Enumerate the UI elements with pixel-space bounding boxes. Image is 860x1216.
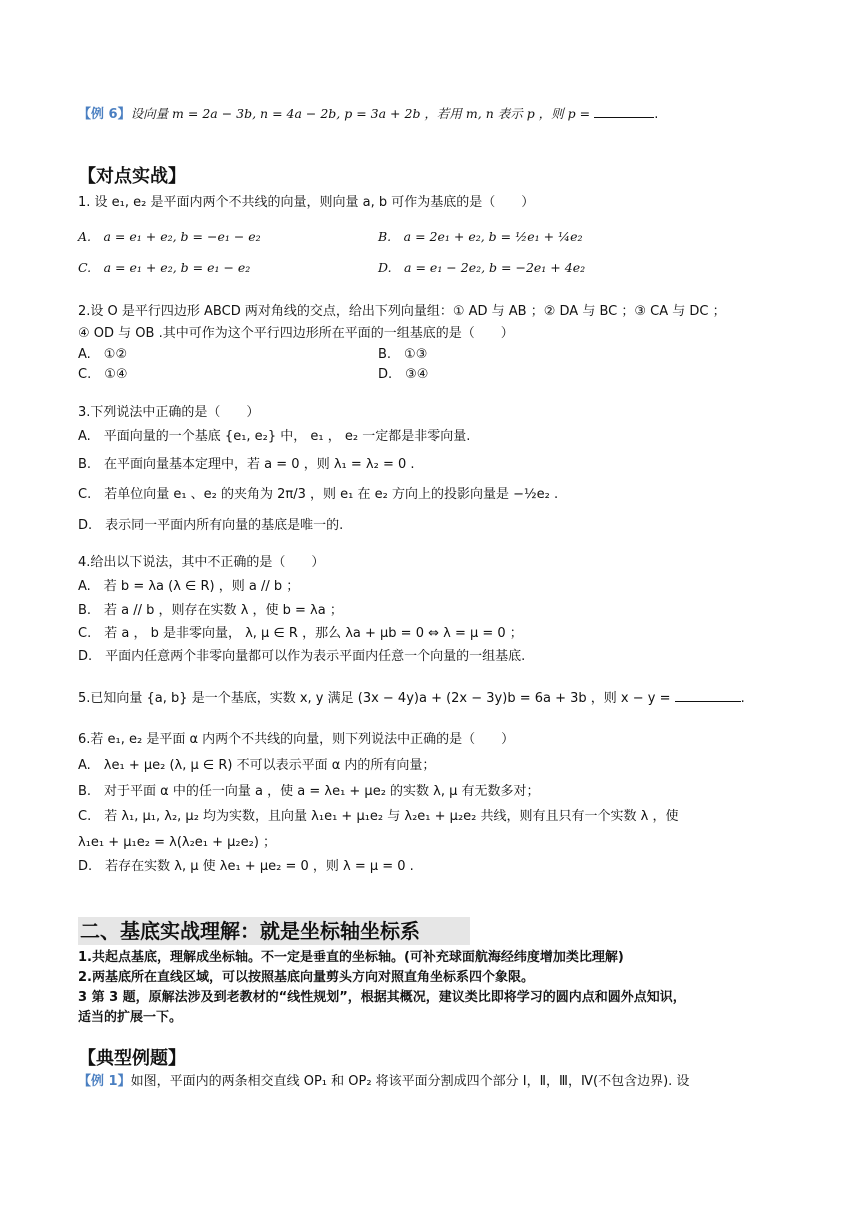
question-5-end: . xyxy=(740,691,745,706)
section-2-point-2: 2.两基底所在直线区域，可以按照基底向量剪头方向对照直角坐标系四个象限。 xyxy=(78,970,534,985)
question-6-option-b: B. 对于平面 α 中的任一向量 a ，使 a = λe₁ + μe₂ 的实数 λ, μ 有无数多对； xyxy=(78,784,540,799)
question-2-option-d: D. ③④ xyxy=(378,367,429,382)
question-5 xyxy=(78,689,745,708)
section-2-point-1: 1.共起点基底，理解成坐标轴。不一定是垂直的坐标轴。(可补充球面航海经纬度增加类比理解) xyxy=(78,950,624,965)
section-2-point-3-line-1: 3 第 3 题，原解法涉及到老教材的“线性规划”，根据其概况，建议类比即将学习的圆内点和圆外点知识， xyxy=(78,990,686,1005)
question-1-option-a: A. a = e₁ + e₂, b = −e₁ − e₂ xyxy=(78,229,261,244)
question-3-option-d: D. 表示同一平面内所有向量的基底是唯一的. xyxy=(78,518,344,533)
question-6-stem: 6.若 e₁, e₂ 是平面 α 内两个不共线的向量，则下列说法中正确的是（ ） xyxy=(78,732,515,747)
question-6-option-a: A. λe₁ + μe₂ (λ, μ ∈ R) 不可以表示平面 α 内的所有向量； xyxy=(78,758,436,773)
question-3-stem: 3.下列说法中正确的是（ ） xyxy=(78,405,260,420)
question-2-line-2: ④ OD 与 OB .其中可作为这个平行四边形所在平面的一组基底的是（ ） xyxy=(78,326,514,341)
question-2-line-1: 2.设 O 是平行四边形 ABCD 两对角线的交点，给出下列向量组：① AD 与 AB ；② DA 与 BC ；③ CA 与 DC ； xyxy=(78,304,726,319)
question-2-option-a: A. ①② xyxy=(78,347,128,362)
section-heading-dianxing: 【典型例题】 xyxy=(78,1048,186,1069)
question-3-option-a: A. 平面向量的一个基底 {e₁, e₂} 中， e₁ ， e₂ 一定都是非零向量. xyxy=(78,429,471,444)
example-6-text: 设向量 m = 2a − 3b, n = 4a − 2b, p = 3a + 2b ，若用 m, n 表示 p ，则 p = xyxy=(130,106,591,121)
answer-blank[interactable] xyxy=(594,105,654,118)
question-1-option-c: C. a = e₁ + e₂, b = e₁ − e₂ xyxy=(78,260,251,275)
example-6 xyxy=(78,105,658,124)
question-2-option-c: C. ①④ xyxy=(78,367,128,382)
question-4-option-a: A. 若 b = λa (λ ∈ R) ，则 a // b ； xyxy=(78,579,300,594)
question-1-stem: 1. 设 e₁, e₂ 是平面内两个不共线的向量，则向量 a, b 可作为基底的是（ ） xyxy=(78,195,535,210)
example-1-tag: 【例 1】 xyxy=(78,1074,131,1089)
answer-blank[interactable] xyxy=(675,689,741,702)
question-3-option-b: B. 在平面向量基本定理中，若 a = 0 ，则 λ₁ = λ₂ = 0 . xyxy=(78,457,415,472)
section-2-title: 二、基底实战理解：就是坐标轴坐标系 xyxy=(80,919,420,943)
question-1-option-b: B. a = 2e₁ + e₂, b = ½e₁ + ¼e₂ xyxy=(378,229,583,244)
example-6-tag: 【例 6】 xyxy=(78,107,131,122)
question-4-option-d: D. 平面内任意两个非零向量都可以作为表示平面内任意一个向量的一组基底. xyxy=(78,649,526,664)
question-6-option-c-line-2: λ₁e₁ + μ₁e₂ = λ(λ₂e₁ + μ₂e₂) ； xyxy=(78,835,277,850)
question-2-option-b: B. ①③ xyxy=(378,347,428,362)
example-6-end: . xyxy=(654,107,659,122)
question-5-text: 5.已知向量 {a, b} 是一个基底，实数 x, y 满足 (3x − 4y)a + (2x − 3y)b = 6a + 3b ，则 x − y = xyxy=(78,691,671,706)
question-4-option-c: C. 若 a ， b 是非零向量， λ, μ ∈ R ，那么 λa + μb = 0 ⇔ λ = μ = 0 ； xyxy=(78,626,523,641)
example-1 xyxy=(78,1073,689,1091)
question-1-option-d: D. a = e₁ − 2e₂, b = −2e₁ + 4e₂ xyxy=(378,260,586,275)
section-heading-duidian: 【对点实战】 xyxy=(78,166,186,187)
question-6-option-d: D. 若存在实数 λ, μ 使 λe₁ + μe₂ = 0 ，则 λ = μ = 0 . xyxy=(78,859,414,874)
example-1-text: 如图，平面内的两条相交直线 OP₁ 和 OP₂ 将该平面分割成四个部分 Ⅰ，Ⅱ，Ⅲ，Ⅳ(不包含边界). 设 xyxy=(130,1074,690,1089)
question-4-option-b: B. 若 a // b ，则存在实数 λ ，使 b = λa ； xyxy=(78,603,343,618)
question-3-option-c: C. 若单位向量 e₁ 、e₂ 的夹角为 2π/3 ，则 e₁ 在 e₂ 方向上的投影向量是 −½e₂ . xyxy=(78,487,559,502)
question-4-stem: 4.给出以下说法，其中不正确的是（ ） xyxy=(78,555,325,570)
section-2-point-3-line-2: 适当的扩展一下。 xyxy=(78,1010,183,1025)
question-6-option-c-line-1: C. 若 λ₁, μ₁, λ₂, μ₂ 均为实数，且向量 λ₁e₁ + μ₁e₂ 与 λ₂e₁ + μ₂e₂ 共线，则有且只有一个实数 λ ，使 xyxy=(78,809,679,824)
